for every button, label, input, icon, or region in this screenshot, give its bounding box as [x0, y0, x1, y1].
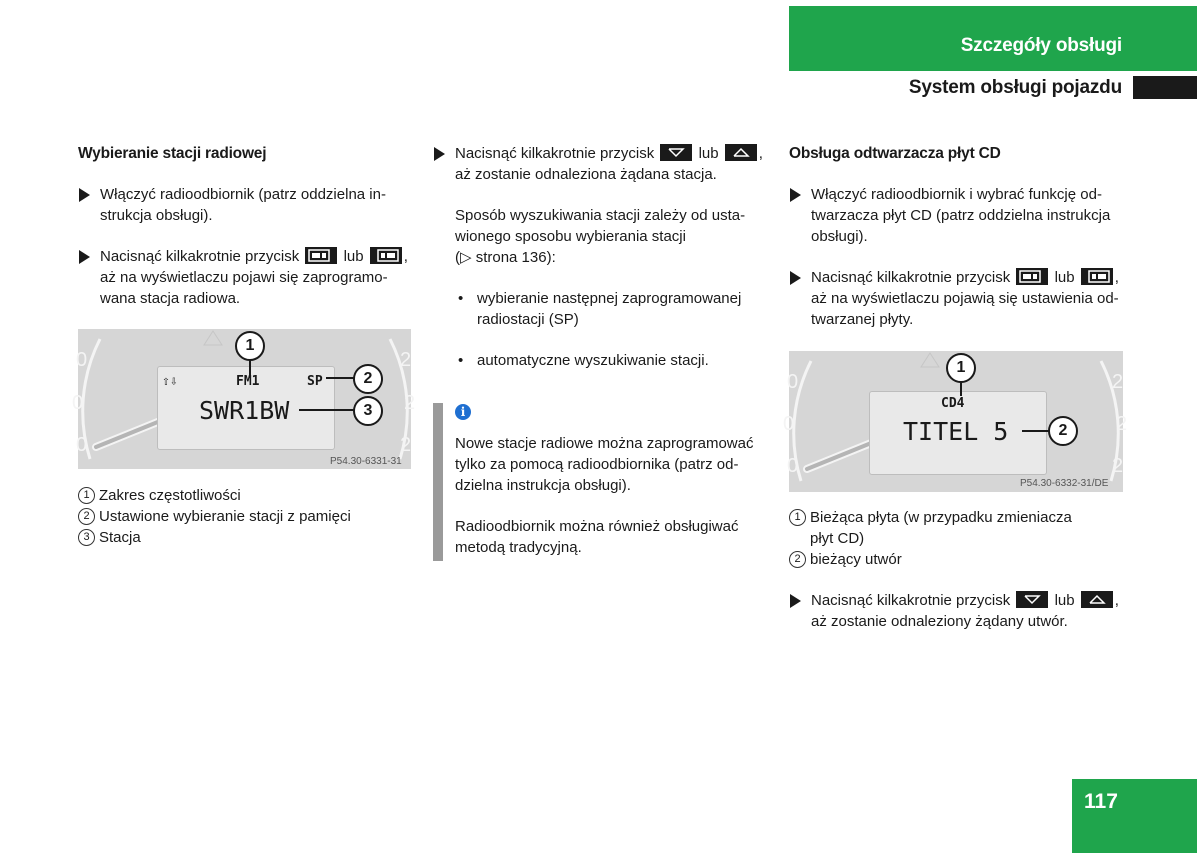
- step-show-disc-settings: Nacisnąć kilkakrotnie przycisk lub , aż na wyświetlaczu pojawią się ustawienia od- twarzanej płyty.: [789, 267, 1129, 330]
- step-arrow-icon: [790, 594, 801, 608]
- search-mode-paragraph: Sposób wyszukiwania stacji zależy od usta- wionego sposobu wybierania stacji (▷ strona 136):: [455, 207, 746, 266]
- list-item: • wybieranie następnej zaprogramowanej radiostacji (SP): [458, 290, 742, 328]
- cd-indicator: CD4: [941, 396, 965, 411]
- arrow-up-key-icon: [725, 144, 757, 161]
- radio-display-illustration: 0 0 0 2 2 2 ⇧⇩ FM1 SP SWR1BW 1 2 3 P54.30-6331-31: [78, 329, 411, 469]
- callout-3: 3: [353, 396, 383, 426]
- legend-item: 1 Bieżąca płyta (w przypadku zmieniacza płyt CD): [789, 507, 1129, 549]
- step-arrow-icon: [434, 147, 445, 161]
- page-number: 117: [1084, 790, 1118, 813]
- legend-item: 3 Stacja: [78, 527, 413, 548]
- arrow-down-key-icon: [1016, 591, 1048, 608]
- column-station-search: [433, 143, 771, 371]
- step-search-station: Nacisnąć kilkakrotnie przycisk lub , aż zostanie odnaleziona żądana stacja.: [433, 143, 771, 185]
- chapter-marker: [1133, 76, 1197, 99]
- track-title: TITEL 5: [903, 417, 1009, 446]
- display-next-key-icon: [305, 247, 337, 264]
- step-turn-on-cd: Włączyć radioodbiornik i wybrać funkcję od- twarzacza płyt CD (patrz oddzielna instrukcja obsługi).: [789, 184, 1129, 247]
- info-icon: i: [455, 404, 471, 420]
- step-arrow-icon: [790, 271, 801, 285]
- list-item: • automatyczne wyszukiwanie stacji.: [458, 352, 709, 369]
- station-name: SWR1BW: [199, 396, 290, 425]
- heading-cd-player: Obsługa odtwarzacza płyt CD: [789, 145, 1001, 162]
- info-box-bar: [433, 403, 443, 561]
- cd-display-illustration: 0 0 0 2 2 2 CD4 TITEL 5 1 2 P54.30-6332-31/DE: [789, 351, 1123, 492]
- figure-code: P54.30-6331-31: [330, 456, 402, 467]
- display-prev-key-icon: [370, 247, 402, 264]
- seek-arrows-icon: ⇧⇩: [162, 374, 178, 389]
- callout-2: 2: [353, 364, 383, 394]
- legend-radio: [78, 485, 413, 548]
- legend-item: 2 bieżący utwór: [789, 549, 1129, 570]
- step-select-preset: Nacisnąć kilkakrotnie przycisk lub , aż na wyświetlaczu pojawi się zaprogramo- wana stacja radiowa.: [78, 246, 413, 309]
- step-arrow-icon: [790, 188, 801, 202]
- chapter-title: System obsługi pojazdu: [908, 77, 1122, 98]
- step-arrow-icon: [79, 250, 90, 264]
- step-turn-on-radio: Włączyć radioodbiornik (patrz oddzielna in- strukcja obsługi).: [78, 184, 413, 226]
- arrow-down-key-icon: [660, 144, 692, 161]
- legend-item: 1 Zakres częstotliwości: [78, 485, 413, 506]
- arrow-up-key-icon: [1081, 591, 1113, 608]
- column-cd-player: [789, 143, 1129, 330]
- step-arrow-icon: [79, 188, 90, 202]
- search-mode-list: [433, 288, 771, 371]
- step-search-track: Nacisnąć kilkakrotnie przycisk lub , aż zostanie odnaleziony żądany utwór.: [789, 590, 1129, 632]
- heading-radio-station: Wybieranie stacji radiowej: [78, 145, 267, 162]
- display-next-key-icon: [1016, 268, 1048, 285]
- section-title: Szczegóły obsługi: [960, 35, 1122, 56]
- callout-1: 1: [235, 331, 265, 361]
- band-indicator: FM1: [236, 374, 260, 389]
- callout-2: 2: [1048, 416, 1078, 446]
- legend-item: 2 Ustawione wybieranie stacji z pamięci: [78, 506, 413, 527]
- legend-cd: [789, 507, 1129, 632]
- figure-code: P54.30-6332-31/DE: [1020, 478, 1109, 489]
- display-prev-key-icon: [1081, 268, 1113, 285]
- callout-1: 1: [946, 353, 976, 383]
- info-box-text: Nowe stacje radiowe można zaprogramować tylko za pomocą radioodbiornika (patrz od- dzielna instrukcja obsługi). Radioodbiornik można również obsługiwać metodą tradycyjną.: [455, 435, 754, 556]
- column-radio-station: [78, 143, 413, 309]
- sp-indicator: SP: [307, 374, 323, 389]
